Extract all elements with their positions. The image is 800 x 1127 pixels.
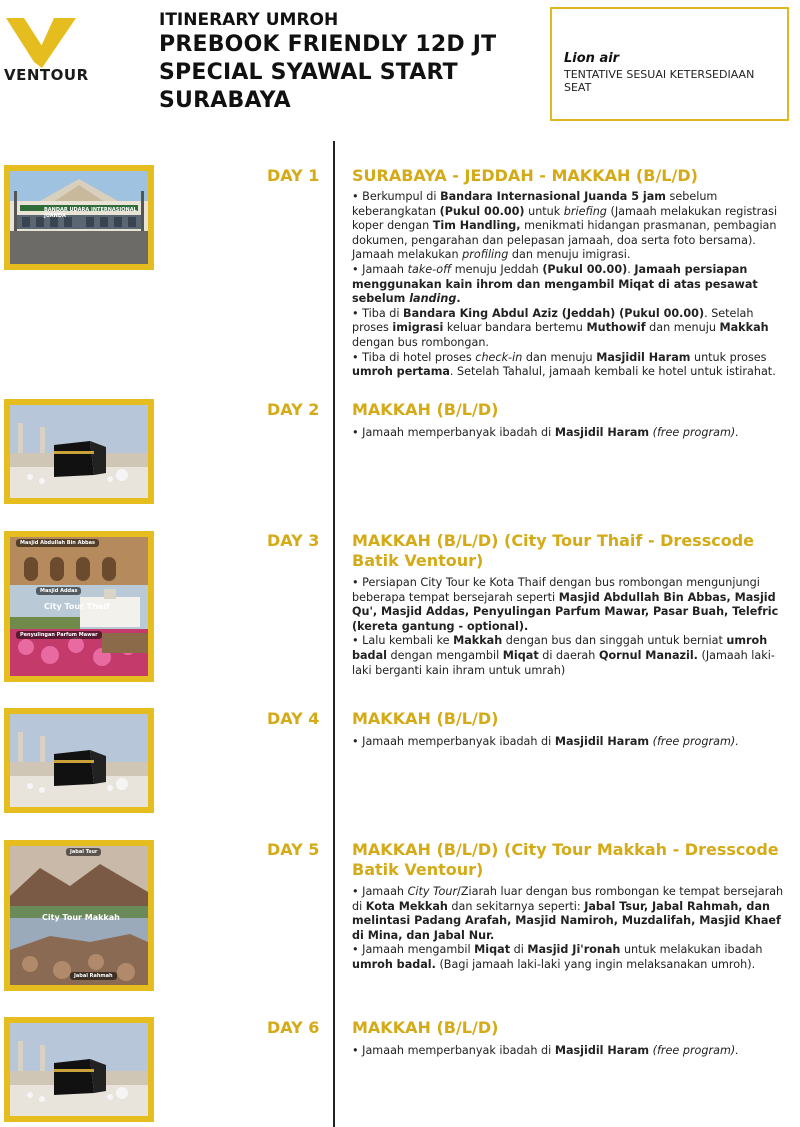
kaaba-illustration	[10, 714, 148, 807]
thaif-tag-3: City Tour Thaif	[44, 602, 110, 611]
kaaba-illustration	[10, 1023, 148, 1116]
timeline-divider	[333, 141, 335, 1127]
thaif-tag-2: Masjid Addas	[36, 587, 81, 595]
day-1-image	[4, 165, 154, 270]
day-3-description: • Persiapan City Tour ke Kota Thaif dengan bus rombongan mengunjungi beberapa tempat bersejarah seperti Masjid Abdullah Bin Abbas, Masjid Qu', Masjid Addas, Penyulingan Parfum Mawar, Pasar Buah, Telefric (kereta gantung - optional). • Lalu kembali ke Makkah dengan bus dan singgah untuk berniat umroh badal dengan mengambil Miqat di daerah Qornul Manazil. (Jamaah laki-laki berganti kain ihram untuk umrah)	[352, 576, 779, 677]
day-3-title: MAKKAH (B/L/D) (City Tour Thaif - Dresscode Batik Ventour)	[352, 531, 754, 570]
airline-name: Lion air	[564, 51, 620, 66]
day-3-label: DAY 3	[267, 531, 320, 550]
airline-note: TENTATIVE SESUAI KETERSEDIAAN SEAT	[564, 68, 755, 94]
day-6-label: DAY 6	[267, 1018, 320, 1037]
makkah-tag-1: Jabal Tsur	[66, 848, 101, 856]
day-5-image	[4, 840, 154, 991]
day-5-title: MAKKAH (B/L/D) (City Tour Makkah - Dresscode Batik Ventour)	[352, 840, 779, 879]
day-6-image	[4, 1017, 154, 1122]
day-2-description: • Jamaah memperbanyak ibadah di Masjidil Haram (free program).	[352, 426, 739, 439]
header-titles	[159, 10, 539, 115]
day-5-description: • Jamaah City Tour/Ziarah luar dengan bus rombongan ke tempat bersejarah di Kota Mekkah dan sekitarnya seperti: Jabal Tsur, Jabal Rahmah, dan melintasi Padang Arafah, Masjid Namiroh, Muzdalifah, Masjid Khaef di Mina, dan Jabal Nur. • Jamaah mengambil Miqat di Masjid Ji'ronah untuk melakukan ibadah umroh badal. (Bagi jamaah laki-laki yang ingin melaksanakan umroh).	[352, 885, 784, 971]
makkah-tag-2: City Tour Makkah	[42, 913, 120, 922]
day-1-title: SURABAYA - JEDDAH - MAKKAH (B/L/D)	[352, 166, 698, 185]
thaif-tag-4: Penyulingan Parfum Mawar	[16, 631, 102, 639]
day-4-label: DAY 4	[267, 709, 320, 728]
day-1-description: • Berkumpul di Bandara Internasional Juanda 5 jam sebelum keberangkatan (Pukul 00.00) untuk briefing (Jamaah melakukan registrasi koper dengan Tim Handling, menikmati hidangan prasmanan, pembagian dokumen, pengarahan dan pelepasan jamaah, doa serta foto bersama). Jamaah melakukan profiling dan menuju imigrasi. • Jamaah take-off menuju Jeddah (Pukul 00.00). Jamaah persiapan menggunakan kain ihrom dan mengambil Miqat di atas pesawat sebelum landing. • Tiba di Bandara King Abdul Aziz (Jeddah) (Pukul 00.00). Setelah proses imigrasi keluar bandara bertemu Muthowif dan menuju Makkah dengan bus rombongan. • Tiba di hotel proses check-in dan menuju Masjidil Haram untuk proses umroh pertama. Setelah Tahalul, jamaah kembali ke hotel untuk istirahat.	[352, 190, 778, 379]
package-title-line3: SURABAYA	[159, 88, 291, 113]
kaaba-illustration	[10, 405, 148, 498]
day-2-label: DAY 2	[267, 400, 320, 419]
day-6-description: • Jamaah memperbanyak ibadah di Masjidil Haram (free program).	[352, 1044, 739, 1057]
day-5-label: DAY 5	[267, 840, 320, 859]
package-title-line2: SPECIAL SYAWAL START	[159, 60, 458, 85]
day-2-title: MAKKAH (B/L/D)	[352, 400, 499, 419]
day-6-title: MAKKAH (B/L/D)	[352, 1018, 499, 1037]
logo-text: VENTOUR	[4, 66, 89, 84]
airport-sign: BANDAR UDARA INTERNASIONAL JUANDA	[44, 207, 137, 219]
thaif-tag-1: Masjid Abdullah Bin Abbas	[16, 539, 99, 547]
package-title-line1: PREBOOK FRIENDLY 12D JT	[159, 32, 497, 57]
day-3-image	[4, 531, 154, 682]
day-1-label: DAY 1	[267, 166, 320, 185]
makkah-tag-3: Jabal Rahmah	[70, 972, 117, 980]
day-4-image	[4, 708, 154, 813]
day-4-description: • Jamaah memperbanyak ibadah di Masjidil Haram (free program).	[352, 735, 739, 748]
day-4-title: MAKKAH (B/L/D)	[352, 709, 499, 728]
airline-box	[550, 7, 789, 121]
itinerary-subtitle: ITINERARY UMROH	[159, 10, 339, 30]
day-2-image	[4, 399, 154, 504]
